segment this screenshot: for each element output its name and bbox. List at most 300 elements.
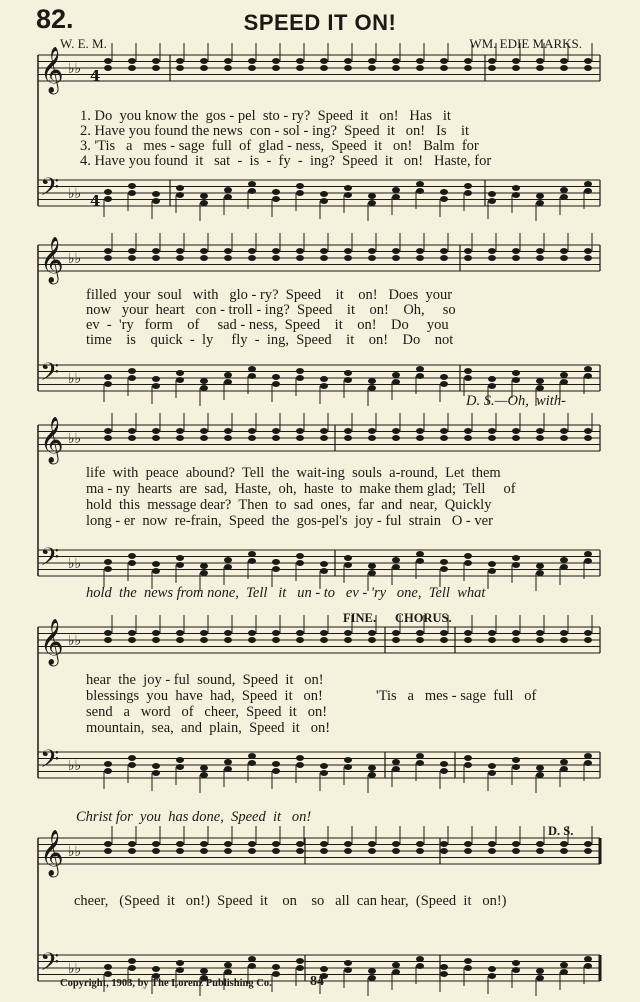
hymn-title: SPEED IT ON! [243,10,397,35]
notehead [296,965,304,971]
composer-credit: WM. EDIE MARKS. [469,36,582,51]
notehead [536,563,544,569]
notehead [296,755,304,761]
notehead [584,181,592,187]
notehead [248,255,256,261]
notehead [344,555,352,561]
notehead [344,58,352,64]
notehead [320,198,328,204]
notehead [248,551,256,557]
notehead [368,848,376,854]
notehead [152,428,160,434]
notehead [440,964,448,970]
notehead [368,570,376,576]
notehead [512,248,520,254]
notehead [368,255,376,261]
notehead [200,765,208,771]
notehead [296,183,304,189]
notehead [344,185,352,191]
notehead [344,248,352,254]
notehead [440,559,448,565]
notehead [440,566,448,572]
chorus-marking: CHORUS. [395,611,452,625]
notehead [272,559,280,565]
key-signature-flat-icon: ♭♭ [68,633,82,649]
bass-clef-icon: 𝄢 [40,948,60,983]
notehead [200,65,208,71]
notehead [272,630,280,636]
notehead [584,188,592,194]
notehead [344,757,352,763]
notehead [272,637,280,643]
notehead [512,764,520,770]
notehead [584,848,592,854]
notehead [296,848,304,854]
notehead [440,768,448,774]
notehead [128,368,136,374]
notehead [560,372,568,378]
notehead [560,58,568,64]
notehead [584,630,592,636]
notehead [272,65,280,71]
notehead [536,772,544,778]
notehead [584,753,592,759]
notehead [488,841,496,847]
notehead [200,248,208,254]
notehead [464,553,472,559]
notehead [104,841,112,847]
key-signature-flat-icon: ♭♭ [68,61,82,77]
notehead [200,200,208,206]
notehead [176,255,184,261]
notehead [104,58,112,64]
notehead [344,192,352,198]
notehead [176,192,184,198]
notehead [440,381,448,387]
notehead [392,564,400,570]
notehead [464,435,472,441]
notehead [224,841,232,847]
notehead [440,428,448,434]
notehead [176,248,184,254]
notehead [464,965,472,971]
notehead [248,558,256,564]
verse-line-s1-2: 2. Have you found the news con - sol - ing? Speed it on! Is it [80,123,470,139]
notehead [560,255,568,261]
notehead [296,65,304,71]
notehead [368,200,376,206]
notehead [296,190,304,196]
notehead [224,248,232,254]
notehead [128,841,136,847]
notehead [560,65,568,71]
notehead [296,553,304,559]
notehead [536,193,544,199]
notehead [152,65,160,71]
verse-line-s3-4: long - er now re-frain, Speed the gos-pel's joy - ful strain O - ver [86,513,493,529]
notehead [536,765,544,771]
notehead [416,428,424,434]
notehead [368,765,376,771]
notehead [224,962,232,968]
notehead [512,848,520,854]
notehead [296,560,304,566]
copyright-notice: Copyright, 1903, by The Lorenz Publishing Co. [60,978,272,989]
notehead [176,58,184,64]
notehead [152,561,160,567]
notehead [416,558,424,564]
notehead [152,435,160,441]
notehead [560,630,568,636]
notehead [488,58,496,64]
notehead [392,194,400,200]
notehead [392,435,400,441]
key-signature-flat-icon: ♭♭ [68,556,82,572]
notehead [200,378,208,384]
notehead [560,248,568,254]
notehead [128,553,136,559]
notehead [320,561,328,567]
verse-line-s2-3: ev - 'ry form of sad - ness, Speed it on! Do you [86,317,449,333]
notehead [416,58,424,64]
notehead [464,58,472,64]
notehead [248,181,256,187]
bass-clef-icon: 𝄢 [40,745,60,780]
notehead [224,848,232,854]
notehead [128,560,136,566]
notehead [152,770,160,776]
notehead [152,848,160,854]
notehead [512,185,520,191]
notehead [344,630,352,636]
notehead [272,761,280,767]
notehead [320,630,328,636]
notehead [392,379,400,385]
verse-line-s3-3: hold this message dear? Then to sad ones, far and near, Quickly [86,497,492,513]
verse-line-s3-2: ma - ny hearts are sad, Haste, oh, haste to make them glad; Tell of [86,481,516,497]
notehead [560,194,568,200]
notehead [128,255,136,261]
notehead [200,848,208,854]
verse-line-s3-1: life with peace abound? Tell the wait-ing souls a-round, Let them [86,465,501,481]
key-signature-flat-icon: ♭♭ [68,844,82,860]
time-signature: 4 [90,67,101,85]
notehead [224,557,232,563]
notehead [536,630,544,636]
notehead [272,768,280,774]
notehead [104,964,112,970]
notehead [248,435,256,441]
notehead [152,637,160,643]
notehead [440,248,448,254]
notehead [368,637,376,643]
notehead [104,559,112,565]
notehead [464,841,472,847]
notehead [584,58,592,64]
notehead [104,189,112,195]
notehead [224,58,232,64]
notehead [440,196,448,202]
notehead [584,956,592,962]
notehead [296,368,304,374]
key-signature-flat-icon: ♭♭ [68,961,82,977]
notehead [560,637,568,643]
notehead [104,248,112,254]
notehead [416,848,424,854]
notehead [200,563,208,569]
notehead [488,191,496,197]
notehead [536,255,544,261]
notehead [128,755,136,761]
notehead [536,385,544,391]
notehead [584,841,592,847]
notehead [488,973,496,979]
notehead [416,255,424,261]
notehead [440,374,448,380]
notehead [440,841,448,847]
verse-line-s2-4: time is quick - ly fly - ing, Speed it on! Do not [86,332,454,348]
notehead [488,428,496,434]
notehead [392,372,400,378]
notehead [248,848,256,854]
ds-marking: D. S. [548,824,574,838]
notehead [176,967,184,973]
notehead [248,963,256,969]
notehead [104,630,112,636]
notehead [488,255,496,261]
notehead [248,373,256,379]
notehead [272,964,280,970]
notehead [248,188,256,194]
notehead [536,200,544,206]
page-number: 84 [310,974,324,989]
notehead [176,65,184,71]
notehead [224,194,232,200]
notehead [488,376,496,382]
notehead [584,558,592,564]
notehead [176,185,184,191]
notehead [128,435,136,441]
notehead [536,841,544,847]
notehead [392,962,400,968]
chorus-lyric: 'Tis a mes - sage full of [376,688,537,704]
notehead [320,58,328,64]
notehead [440,58,448,64]
notehead [464,762,472,768]
notehead [272,189,280,195]
notehead [272,381,280,387]
notehead [464,375,472,381]
notehead [464,183,472,189]
notehead [344,848,352,854]
ds-text-s3: hold the news from none, Tell it un - to ev - 'ry one, Tell what [86,585,486,601]
notehead [392,248,400,254]
notehead [536,58,544,64]
notehead [296,435,304,441]
notehead [152,763,160,769]
notehead [200,570,208,576]
notehead [536,428,544,434]
notehead [584,373,592,379]
notehead [368,385,376,391]
notehead [368,65,376,71]
notehead [392,65,400,71]
notehead [224,255,232,261]
notehead [200,193,208,199]
notehead [224,65,232,71]
notehead [536,570,544,576]
notehead [320,763,328,769]
notehead [176,637,184,643]
notehead [488,763,496,769]
notehead [560,759,568,765]
notehead [440,761,448,767]
notehead [104,761,112,767]
notehead [560,962,568,968]
notehead [104,255,112,261]
notehead [488,770,496,776]
notehead [440,65,448,71]
notehead [248,760,256,766]
notehead [392,187,400,193]
notehead [584,65,592,71]
notehead [344,377,352,383]
notehead [320,435,328,441]
notehead [320,637,328,643]
notehead [272,196,280,202]
notehead [488,561,496,567]
notehead [464,428,472,434]
notehead [464,848,472,854]
notehead [104,374,112,380]
notehead [344,255,352,261]
notehead [176,555,184,561]
notehead [224,759,232,765]
notehead [320,383,328,389]
notehead [464,190,472,196]
notehead [488,630,496,636]
notehead [344,841,352,847]
notehead [128,65,136,71]
notehead [464,958,472,964]
treble-clef-icon: 𝄞 [40,619,64,665]
notehead [392,630,400,636]
notehead [368,841,376,847]
notehead [416,963,424,969]
notehead [416,841,424,847]
notehead [128,190,136,196]
notehead [392,848,400,854]
notehead [200,435,208,441]
notehead [200,630,208,636]
notehead [152,58,160,64]
notehead [104,435,112,441]
notehead [344,370,352,376]
key-signature-flat-icon: ♭♭ [68,371,82,387]
notehead [536,975,544,981]
verse-line-s2-1: filled your soul with glo - ry? Speed it on! Does your [86,287,453,303]
fine-marking: FINE. [343,611,376,625]
notehead [368,968,376,974]
notehead [584,760,592,766]
notehead [464,368,472,374]
notehead [512,757,520,763]
notehead [152,630,160,636]
verse-line-s4-4: mountain, sea, and plain, Speed it on! [86,720,331,736]
notehead [368,772,376,778]
notehead [296,841,304,847]
notehead [296,58,304,64]
notehead [560,969,568,975]
notehead [248,630,256,636]
notehead [392,637,400,643]
notehead [584,435,592,441]
time-signature: 4 [90,192,101,210]
notehead [344,65,352,71]
notehead [440,848,448,854]
treble-clef-icon: 𝄞 [40,417,64,463]
notehead [392,759,400,765]
notehead [584,366,592,372]
notehead [176,377,184,383]
notehead [584,963,592,969]
notehead [560,848,568,854]
notehead [200,841,208,847]
notehead [152,568,160,574]
notehead [176,764,184,770]
notehead [464,248,472,254]
notehead [272,848,280,854]
notehead [104,971,112,977]
notehead [368,378,376,384]
notehead [200,255,208,261]
notehead [536,637,544,643]
notehead [368,248,376,254]
notehead [440,630,448,636]
notehead [320,191,328,197]
verse-line-s4-3: send a word of cheer, Speed it on! [86,704,328,720]
notehead [368,193,376,199]
notehead [128,958,136,964]
notehead [296,255,304,261]
notehead [248,841,256,847]
verse-line-s2-2: now your heart con - troll - ing? Speed it on! Oh, so [86,302,456,318]
notehead [224,372,232,378]
notehead [248,956,256,962]
notehead [344,428,352,434]
verse-line-s5-1: cheer, (Speed it on!) Speed it on so all can hear, (Speed it on!) [74,893,507,909]
notehead [560,766,568,772]
notehead [416,181,424,187]
notehead [416,65,424,71]
notehead [392,255,400,261]
notehead [128,848,136,854]
notehead [392,58,400,64]
notehead [152,191,160,197]
ds-text-s4: Christ for you has done, Speed it on! [76,809,312,825]
notehead [296,248,304,254]
notehead [104,65,112,71]
notehead [464,65,472,71]
notehead [488,848,496,854]
key-signature-flat-icon: ♭♭ [68,431,82,447]
notehead [248,428,256,434]
notehead [368,975,376,981]
notehead [344,960,352,966]
notehead [440,255,448,261]
notehead [128,630,136,636]
notehead [272,374,280,380]
